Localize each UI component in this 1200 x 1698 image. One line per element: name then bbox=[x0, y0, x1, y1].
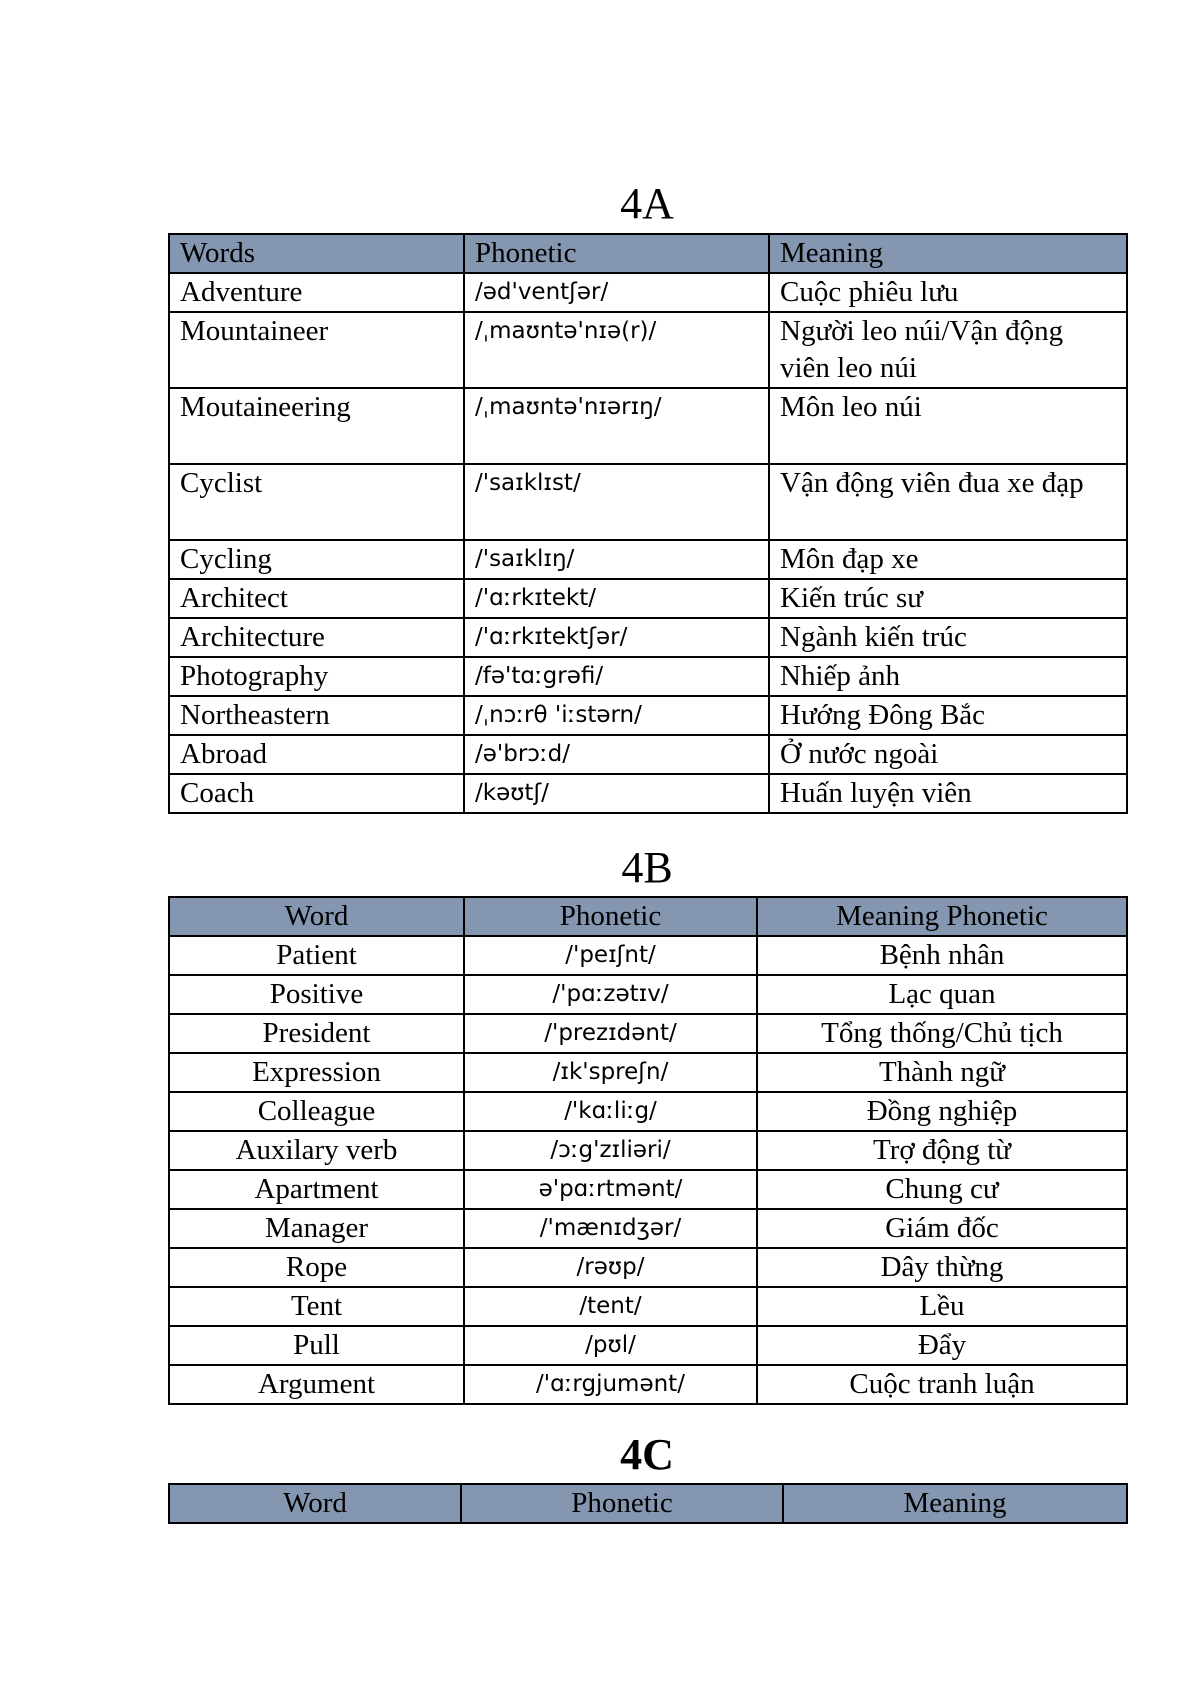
phonetic-cell: /'peɪʃnt/ bbox=[464, 936, 757, 975]
phonetic-cell: /ə'brɔːd/ bbox=[464, 735, 769, 774]
meaning-cell: Huấn luyện viên bbox=[769, 774, 1127, 813]
table-row bbox=[169, 273, 1127, 312]
word-cell: Rope bbox=[169, 1248, 464, 1287]
meaning-cell: Bệnh nhân bbox=[757, 936, 1127, 975]
table-row bbox=[169, 1170, 1127, 1209]
meaning-cell: Đồng nghiệp bbox=[757, 1092, 1127, 1131]
vocab-table-4a bbox=[168, 233, 1128, 814]
phonetic-cell: /'kɑːliːg/ bbox=[464, 1092, 757, 1131]
phonetic-cell: /pʊl/ bbox=[464, 1326, 757, 1365]
word-cell: Coach bbox=[169, 774, 464, 813]
word-cell: Argument bbox=[169, 1365, 464, 1404]
table-row bbox=[169, 735, 1127, 774]
table-header-row bbox=[169, 1484, 1127, 1523]
table-row bbox=[169, 1287, 1127, 1326]
meaning-cell: Môn leo núi bbox=[769, 388, 1127, 464]
word-cell: Positive bbox=[169, 975, 464, 1014]
header-words: Words bbox=[169, 234, 464, 273]
section-title-4c: 4C bbox=[620, 1430, 674, 1479]
word-cell: Manager bbox=[169, 1209, 464, 1248]
header-word: Word bbox=[169, 1484, 461, 1523]
word-cell: Architect bbox=[169, 579, 464, 618]
header-phonetic: Phonetic bbox=[464, 897, 757, 936]
meaning-cell: Nhiếp ảnh bbox=[769, 657, 1127, 696]
section-title-4a: 4A bbox=[620, 179, 674, 228]
word-cell: Photography bbox=[169, 657, 464, 696]
table-row bbox=[169, 936, 1127, 975]
phonetic-cell: /ˌmaʊntə'nɪərɪŋ/ bbox=[464, 388, 769, 464]
table-row bbox=[169, 540, 1127, 579]
table-row bbox=[169, 464, 1127, 540]
word-cell: Expression bbox=[169, 1053, 464, 1092]
table-row bbox=[169, 1365, 1127, 1404]
word-cell: Auxilary verb bbox=[169, 1131, 464, 1170]
word-cell: Architecture bbox=[169, 618, 464, 657]
vocab-table-4b bbox=[168, 896, 1128, 1405]
meaning-cell: Đẩy bbox=[757, 1326, 1127, 1365]
table-header-row bbox=[169, 234, 1127, 273]
word-cell: Cyclist bbox=[169, 464, 464, 540]
phonetic-cell: /rəʊp/ bbox=[464, 1248, 757, 1287]
table-row bbox=[169, 975, 1127, 1014]
header-word: Word bbox=[169, 897, 464, 936]
table-row bbox=[169, 618, 1127, 657]
phonetic-cell: /'pɑːzətɪv/ bbox=[464, 975, 757, 1014]
meaning-cell: Lạc quan bbox=[757, 975, 1127, 1014]
table-row bbox=[169, 1248, 1127, 1287]
meaning-cell: Người leo núi/Vận động viên leo núi bbox=[769, 312, 1127, 388]
meaning-cell: Kiến trúc sư bbox=[769, 579, 1127, 618]
table-row bbox=[169, 579, 1127, 618]
meaning-cell: Giám đốc bbox=[757, 1209, 1127, 1248]
table-row bbox=[169, 1326, 1127, 1365]
section-title-4b: 4B bbox=[621, 843, 673, 892]
phonetic-cell: /'saɪklɪŋ/ bbox=[464, 540, 769, 579]
word-cell: Tent bbox=[169, 1287, 464, 1326]
meaning-cell: Vận động viên đua xe đạp bbox=[769, 464, 1127, 540]
phonetic-cell: /'ɑːrgjumənt/ bbox=[464, 1365, 757, 1404]
word-cell: Pull bbox=[169, 1326, 464, 1365]
word-cell: President bbox=[169, 1014, 464, 1053]
header-phonetic: Phonetic bbox=[464, 234, 769, 273]
phonetic-cell: /'mænɪdʒər/ bbox=[464, 1209, 757, 1248]
word-cell: Moutaineering bbox=[169, 388, 464, 464]
meaning-cell: Thành ngữ bbox=[757, 1053, 1127, 1092]
table-header-row bbox=[169, 897, 1127, 936]
meaning-cell: Dây thừng bbox=[757, 1248, 1127, 1287]
table-row bbox=[169, 312, 1127, 388]
table-row bbox=[169, 1209, 1127, 1248]
meaning-cell: Môn đạp xe bbox=[769, 540, 1127, 579]
header-meaning: Meaning bbox=[783, 1484, 1127, 1523]
meaning-cell: Hướng Đông Bắc bbox=[769, 696, 1127, 735]
phonetic-cell: /əd'ventʃər/ bbox=[464, 273, 769, 312]
word-cell: Patient bbox=[169, 936, 464, 975]
phonetic-cell: ə'pɑːrtmənt/ bbox=[464, 1170, 757, 1209]
header-meaning: Meaning Phonetic bbox=[757, 897, 1127, 936]
table-row bbox=[169, 657, 1127, 696]
phonetic-cell: /tent/ bbox=[464, 1287, 757, 1326]
word-cell: Mountaineer bbox=[169, 312, 464, 388]
meaning-cell: Chung cư bbox=[757, 1170, 1127, 1209]
word-cell: Cycling bbox=[169, 540, 464, 579]
meaning-cell: Tổng thống/Chủ tịch bbox=[757, 1014, 1127, 1053]
word-cell: Abroad bbox=[169, 735, 464, 774]
table-row bbox=[169, 1131, 1127, 1170]
word-cell: Northeastern bbox=[169, 696, 464, 735]
phonetic-cell: /'prezɪdənt/ bbox=[464, 1014, 757, 1053]
word-cell: Apartment bbox=[169, 1170, 464, 1209]
meaning-cell: Ở nước ngoài bbox=[769, 735, 1127, 774]
meaning-cell: Ngành kiến trúc bbox=[769, 618, 1127, 657]
phonetic-cell: /'saɪklɪst/ bbox=[464, 464, 769, 540]
vocab-table-4c bbox=[168, 1483, 1128, 1524]
phonetic-cell: /fə'tɑːgrəfi/ bbox=[464, 657, 769, 696]
phonetic-cell: /'ɑːrkɪtektʃər/ bbox=[464, 618, 769, 657]
table-row bbox=[169, 1014, 1127, 1053]
table-row bbox=[169, 1053, 1127, 1092]
meaning-cell: Trợ động từ bbox=[757, 1131, 1127, 1170]
table-row bbox=[169, 388, 1127, 464]
phonetic-cell: /kəʊtʃ/ bbox=[464, 774, 769, 813]
phonetic-cell: /ˌmaʊntə'nɪə(r)/ bbox=[464, 312, 769, 388]
phonetic-cell: /ˌnɔːrθ 'iːstərn/ bbox=[464, 696, 769, 735]
word-cell: Colleague bbox=[169, 1092, 464, 1131]
table-row bbox=[169, 1092, 1127, 1131]
phonetic-cell: /ɔːg'zɪliəri/ bbox=[464, 1131, 757, 1170]
meaning-cell: Lều bbox=[757, 1287, 1127, 1326]
table-row bbox=[169, 774, 1127, 813]
phonetic-cell: /ɪk'spreʃn/ bbox=[464, 1053, 757, 1092]
meaning-cell: Cuộc tranh luận bbox=[757, 1365, 1127, 1404]
phonetic-cell: /'ɑːrkɪtekt/ bbox=[464, 579, 769, 618]
header-meaning: Meaning bbox=[769, 234, 1127, 273]
meaning-cell: Cuộc phiêu lưu bbox=[769, 273, 1127, 312]
header-phonetic: Phonetic bbox=[461, 1484, 783, 1523]
table-row bbox=[169, 696, 1127, 735]
word-cell: Adventure bbox=[169, 273, 464, 312]
